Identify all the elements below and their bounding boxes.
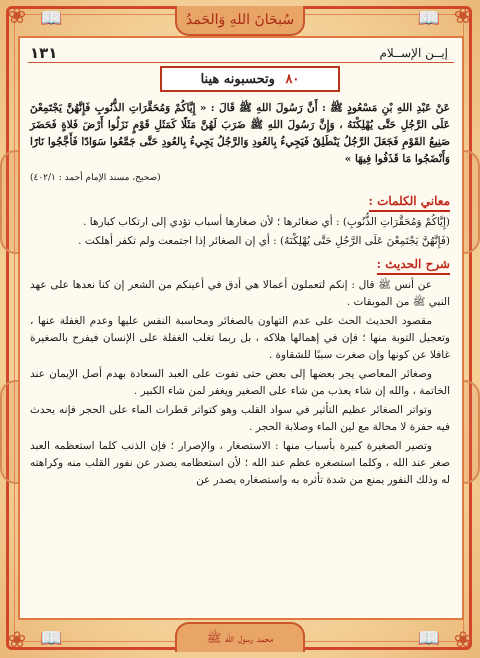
running-title: إيــن الإســلام bbox=[379, 46, 448, 60]
explanation-paragraph: عن أنس ﷺ قال : إنكم لتعملون أعمالا هي أدق في أعينكم من الشعر إن كنا نعدها على عهد النبي ﷺ من الموبقات . bbox=[30, 279, 450, 308]
explanation-paragraph: وتواتر الصغائر عظيم التأثير في سواد القلب وهو كتواتر قطرات الماء على الحجر فإنه يحدث فيه حفرة لا محالة مع لين الماء وصلابة الحجر . bbox=[30, 404, 450, 433]
corner-ornament-icon: ❀ bbox=[7, 4, 27, 29]
page-content bbox=[18, 36, 464, 620]
explanation-heading: شرح الحديث : bbox=[377, 256, 450, 275]
vocab-line: (إِيَّاكُمْ وَمُحَقَّرَاتِ الذُّنُوبِ) : أي صغائرها ؛ لأن صغارها أسباب تؤدي إلى ارتكاب كبارها . bbox=[83, 216, 450, 228]
top-calligraphy-banner: سُبحَانَ اللهِ وَالحَمدُ bbox=[175, 6, 305, 36]
explanation-paragraph: وتصير الصغيرة كبيرة بأسباب منها : الاستصغار ، والإصرار ؛ فإن الذنب كلما استعظمه العبد صغر عند الله ، وكلما استصغره عظم عند الله ؛ لأن استعظامه يصدر عن نفور القلب منه وكراهته له وذلك النفور يمنع من شدة تأثره به واستصغاره يصدر عن bbox=[30, 440, 450, 486]
hadith-source: (صحيح، مسند الإمام أحمد : ٤٠٢/١) bbox=[30, 173, 161, 183]
book-icon: 📖 bbox=[417, 8, 440, 29]
book-icon: 📖 bbox=[40, 628, 63, 649]
bottom-calligraphy-banner: محمد رسول الله ﷺ bbox=[175, 622, 305, 652]
corner-ornament-icon: ❀ bbox=[453, 4, 473, 29]
chapter-title-text: وتحسبونه هينا bbox=[200, 72, 275, 87]
page-number: ١٣١ bbox=[30, 44, 58, 62]
vocab-line: (فَإِنَّهُنَّ يَجْتَمِعْنَ عَلَى الرَّجُلِ حَتَّى يُهْلِكْنَهُ) : أي إن الصغائر إذا اجتمعت ولم تكفر أهلكت . bbox=[78, 235, 450, 247]
book-icon: 📖 bbox=[417, 628, 440, 649]
header-rule bbox=[28, 62, 454, 63]
vocab-heading: معاني الكلمات : bbox=[369, 193, 450, 212]
explanation-paragraph: وصغائر المعاصي يجر بعضها إلى بعض حتى تفوت على العبد السعادة بهدم أصل الإيمان عند الخاتمة ، والله إن شاء يعذب من شاء على الصغير ويغفر لمن شاء الكبير . bbox=[30, 368, 450, 397]
corner-ornament-icon: ❀ bbox=[7, 628, 27, 653]
chapter-number: ٨٠ bbox=[285, 72, 300, 87]
book-icon: 📖 bbox=[40, 8, 63, 29]
hadith-text: عَنْ عَبْدِ اللهِ بْنِ مَسْعُودٍ ﷺ : أَنَّ رَسُولَ اللهِ ﷺ قَالَ : « إِيَّاكُمْ وَمُحَقَّرَاتِ الذُّنُوبِ فَإِنَّهُنَّ يَجْتَمِعْنَ عَلَى الرَّجُلِ حَتَّى يُهْلِكْنَهُ ، وَإِنَّ رَسُولَ اللهِ ﷺ ضَرَبَ لَهُنَّ مَثَلًا كَمَثَلِ قَوْمٍ نَزَلُوا أَرْضَ فَلاةٍ فَحَضَرَ صَنِيعُ القَوْمِ فَجَعَلَ الرَّجُلُ يَنْطَلِقُ فَيَجِيءُ بِالعُودِ وَالرَّجُلُ يَجِيءُ بِالعُودِ حَتَّى جَمَّعُوا سَوَادًا فَأَجَّجُوا نَارًا وَأَنْضَجُوا مَا قَذَفُوا فِيهَا » bbox=[30, 102, 450, 165]
body-text bbox=[30, 100, 450, 491]
corner-ornament-icon: ❀ bbox=[453, 628, 473, 653]
chapter-title bbox=[160, 66, 340, 92]
explanation-paragraph: مقصود الحديث الحث على عدم التهاون بالصغائر ومحاسبة النفس عليها وعدم الغفلة عنها ، وتعجيل التوبة منها ؛ فإن في إهمالها هلاكه ، بل ربما تغلب الغفلة على الإنسان فيفرح بالصغيرة غافلا عن كونها وإن صغرت سببًا للشقاوة . bbox=[30, 315, 450, 361]
